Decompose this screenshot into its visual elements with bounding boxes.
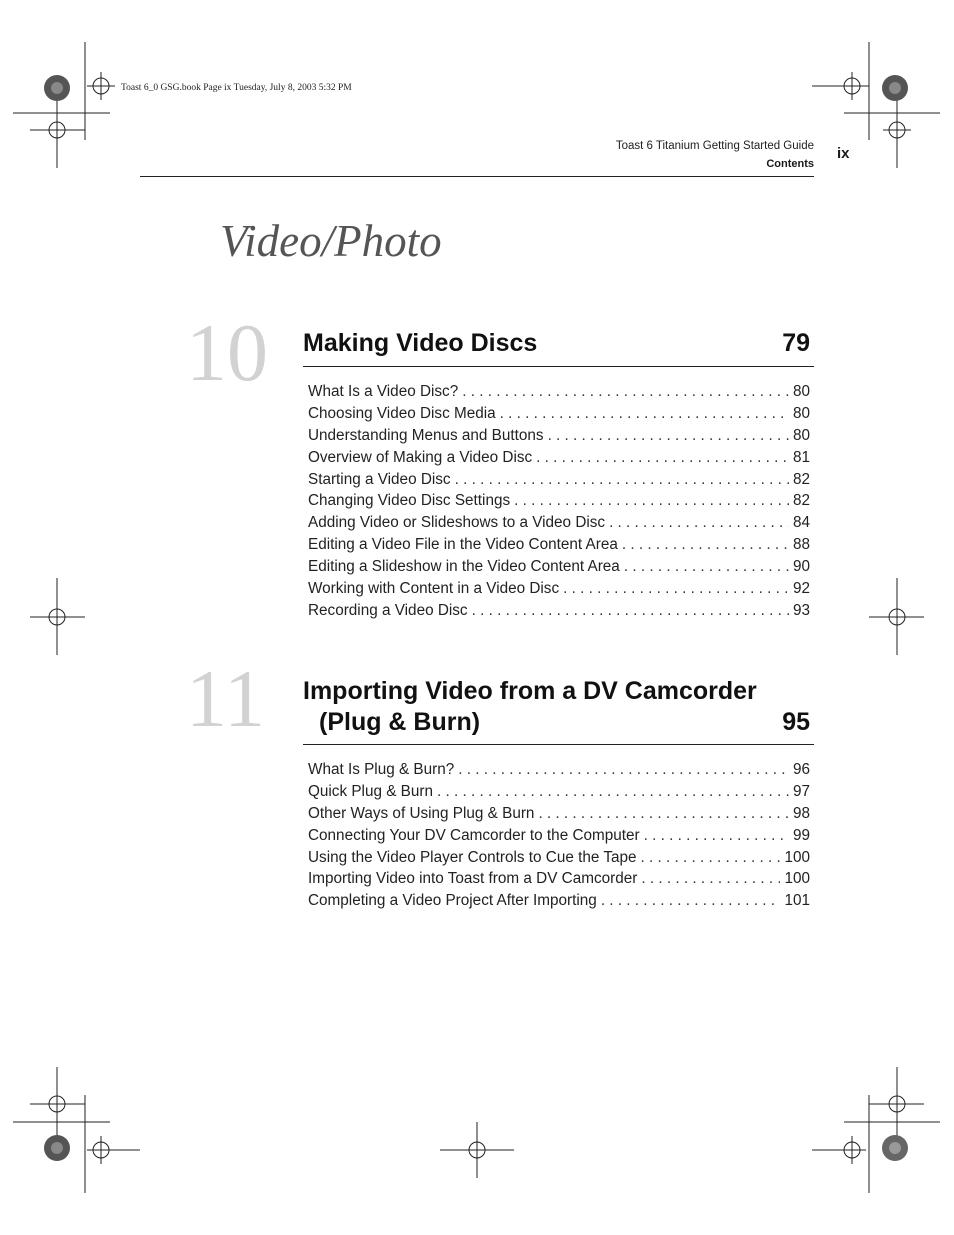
toc-entry-title: What Is Plug & Burn?: [308, 761, 455, 778]
chapter-page: 79: [782, 329, 810, 357]
toc-entry-title: Editing a Video File in the Video Content Area: [308, 536, 618, 554]
toc-entry-page: 99: [792, 826, 810, 844]
toc-entry-page: 80: [792, 426, 810, 444]
toc-entry-page: 93: [792, 601, 810, 619]
leader-dots: [500, 405, 789, 423]
toc-entry-page: 84: [792, 514, 810, 532]
page-number: ix: [837, 145, 850, 162]
toc-entry-title: Adding Video or Slideshows to a Video Disc: [308, 514, 606, 532]
toc-entry-page: 101: [784, 892, 810, 910]
toc-entry[interactable]: [308, 870, 810, 892]
toc-entry-title: Completing a Video Project After Importing: [308, 892, 597, 910]
toc-entry-title: Working with Content in a Video Disc: [308, 580, 560, 598]
toc-entry-title: Choosing Video Disc Media: [308, 404, 496, 422]
toc-entry-page: 100: [784, 870, 810, 888]
leader-dots: [536, 449, 789, 467]
leader-dots: [601, 892, 781, 910]
chapter-number: 10: [186, 307, 268, 398]
toc-entry[interactable]: [308, 827, 810, 849]
toc-entry-title: Editing a Slideshow in the Video Content Area: [308, 558, 620, 576]
toc-entry-title: Using the Video Player Controls to Cue the Tape: [308, 848, 637, 866]
chapter-rule: [303, 744, 814, 745]
running-header-section: Contents: [766, 158, 814, 170]
leader-dots: [641, 849, 781, 867]
chapter-title[interactable]: [303, 328, 810, 359]
toc-entry-page: 88: [792, 536, 810, 554]
part-title: Video/Photo: [220, 216, 442, 266]
toc-entry-page: 97: [792, 782, 810, 800]
chapter-title-text: Making Video Discs: [303, 329, 538, 357]
toc-entry-page: 80: [792, 383, 810, 400]
toc-entry[interactable]: [308, 536, 810, 558]
toc-entry[interactable]: [308, 514, 810, 536]
toc-entry-page: 82: [792, 492, 810, 510]
chapter-page: 95: [782, 708, 810, 736]
chapter-title-text-line2: (Plug & Burn): [319, 708, 481, 736]
toc-entry-page: 92: [792, 580, 810, 598]
leader-dots: [437, 783, 789, 801]
toc-entry[interactable]: [308, 558, 810, 580]
leader-dots: [644, 827, 789, 845]
toc-entry-page: 81: [792, 448, 810, 466]
chapter-title-text: Importing Video from a DV Camcorder: [303, 677, 757, 705]
leader-dots: [622, 536, 789, 554]
leader-dots: [462, 383, 789, 401]
leader-dots: [548, 427, 789, 445]
toc-entry[interactable]: [308, 761, 810, 783]
toc-list: [308, 761, 810, 914]
chapter-rule: [303, 366, 814, 367]
toc-entry-title: Connecting Your DV Camcorder to the Computer: [308, 826, 640, 844]
toc-entry[interactable]: [308, 580, 810, 602]
chapter-title[interactable]: [303, 676, 810, 738]
toc-entry-page: 80: [792, 404, 810, 422]
toc-entry[interactable]: [308, 471, 810, 493]
toc-entry-title: Other Ways of Using Plug & Burn: [308, 804, 535, 822]
leader-dots: [609, 514, 789, 532]
toc-entry[interactable]: [308, 849, 810, 871]
running-header-title: Toast 6 Titanium Getting Started Guide: [615, 140, 814, 152]
toc-entry[interactable]: [308, 492, 810, 514]
header-rule: [140, 176, 814, 177]
leader-dots: [472, 602, 789, 620]
toc-entry-title: Overview of Making a Video Disc: [308, 448, 533, 466]
chapter-number: 11: [186, 653, 265, 744]
leader-dots: [641, 870, 780, 888]
toc-entry-page: 90: [792, 558, 810, 576]
toc-entry-title: Starting a Video Disc: [308, 470, 451, 488]
toc-entry-page: 100: [784, 848, 810, 866]
leader-dots: [458, 761, 789, 779]
toc-entry-title: Recording a Video Disc: [308, 601, 468, 619]
toc-entry[interactable]: [308, 405, 810, 427]
toc-entry[interactable]: [308, 805, 810, 827]
toc-entry-page: 96: [792, 761, 810, 778]
toc-entry-title: Importing Video into Toast from a DV Camcorder: [308, 870, 638, 888]
toc-entry[interactable]: [308, 427, 810, 449]
leader-dots: [538, 805, 789, 823]
print-metadata: Toast 6_0 GSG.book Page ix Tuesday, July 8, 2003 5:32 PM: [121, 83, 352, 93]
toc-entry[interactable]: [308, 892, 810, 914]
leader-dots: [563, 580, 789, 598]
toc-entry-title: Quick Plug & Burn: [308, 782, 433, 800]
toc-entry-page: 82: [792, 470, 810, 488]
toc-entry[interactable]: [308, 383, 810, 405]
toc-entry-title: Changing Video Disc Settings: [308, 492, 511, 510]
toc-entry-title: What Is a Video Disc?: [308, 383, 459, 400]
toc-entry[interactable]: [308, 783, 810, 805]
leader-dots: [455, 471, 789, 489]
leader-dots: [514, 492, 789, 510]
toc-list: [308, 383, 810, 624]
toc-entry-page: 98: [792, 804, 810, 822]
toc-entry[interactable]: [308, 449, 810, 471]
leader-dots: [624, 558, 789, 576]
toc-entry[interactable]: [308, 602, 810, 624]
toc-entry-title: Understanding Menus and Buttons: [308, 426, 544, 444]
